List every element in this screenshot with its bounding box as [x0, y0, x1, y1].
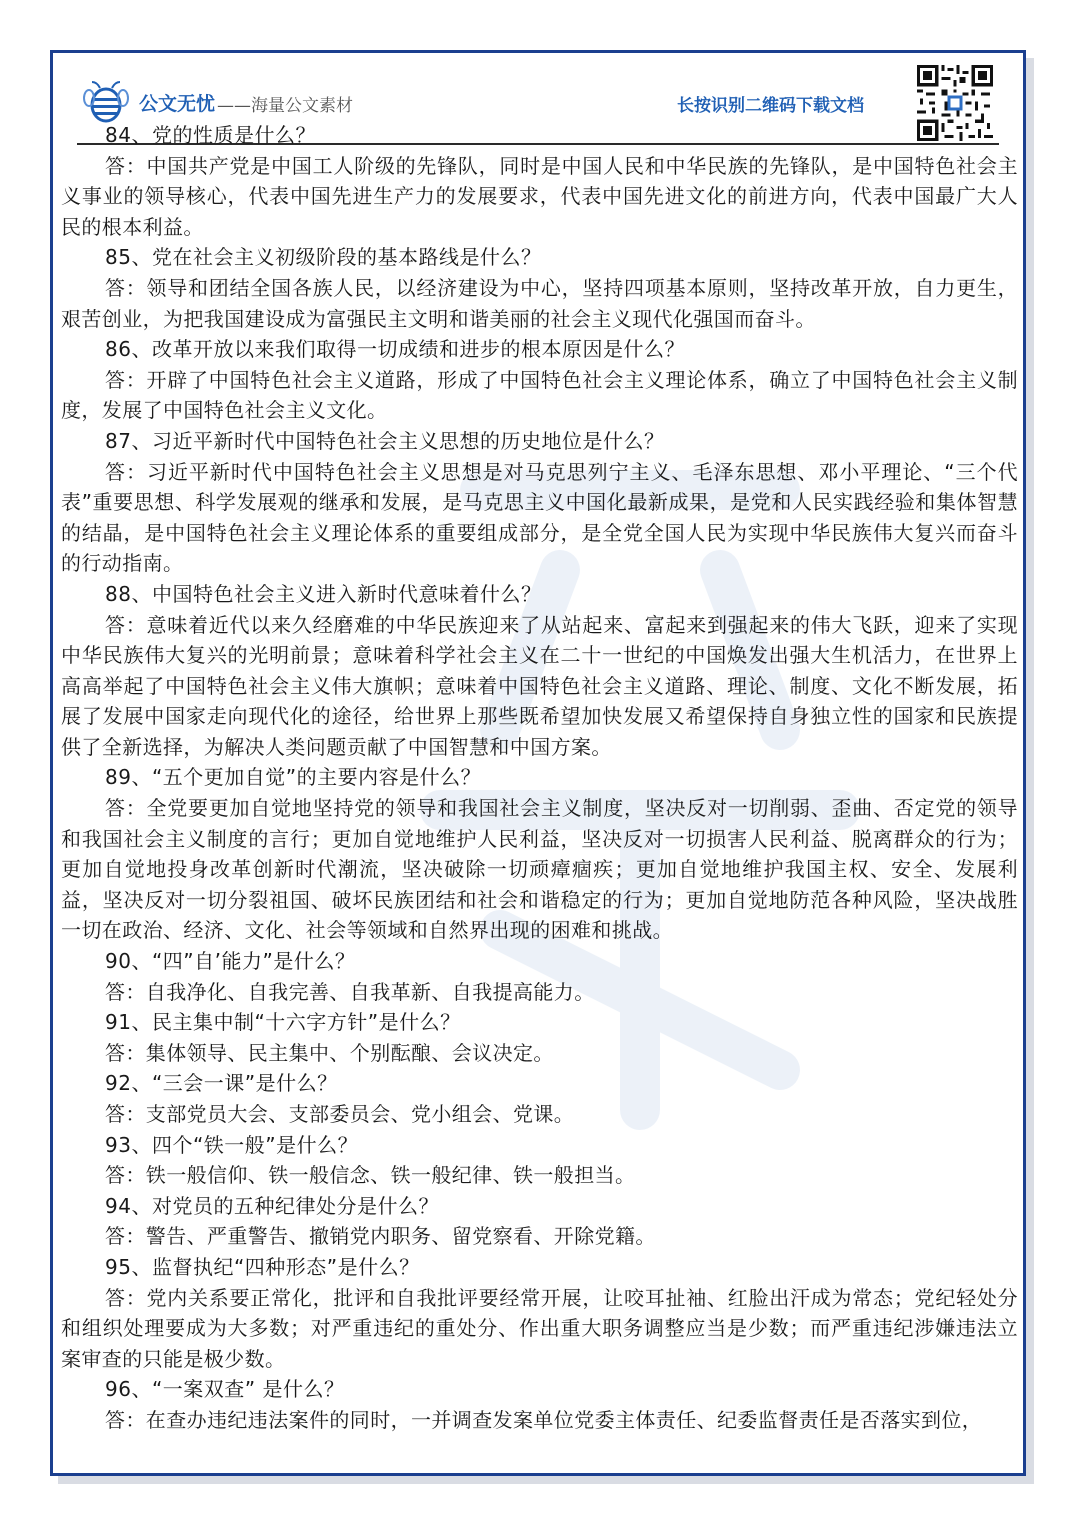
qr-download-hint: 长按识别二维码下载文档 — [677, 96, 864, 116]
answer-text: 答：意味着近代以来久经磨难的中华民族迎来了从站起来、富起来到强起来的伟大飞跃，迎来了实现中华民族伟大复兴的光明前景；意味着科学社会主义在二十一世纪的中国焕发出强大生机活力，在世界上高高举起了中国特色社会主义伟大旗帜；意味着中国特色社会主义道路、理论、制度、文化不断发展，拓展了发展中国家走向现代化的途径，给世界上那些既希望加快发展又希望保持自身独立性的国家和民族提供了全新选择，为解决人类问题贡献了中国智慧和中国方案。 — [61, 612, 1018, 759]
question-text: 95、监督执纪“四种形态”是什么？ — [105, 1254, 420, 1279]
answer-text: 答：集体领导、民主集中、个别酝酿、会议决定。 — [105, 1040, 554, 1065]
question-text: 86、改革开放以来我们取得一切成绩和进步的根本原因是什么？ — [105, 337, 685, 362]
answer-text: 答：全党要更加自觉地坚持党的领导和我国社会主义制度，坚决反对一切削弱、歪曲、否定党的领导和我国社会主义制度的言行；更加自觉地维护人民利益，坚决反对一切损害人民利益、脱离群众的行为；更加自觉地投身改革创新时代潮流，坚决破除一切顽瘴痼疾；更加自觉地维护我国主权、安全、发展利益，坚决反对一切分裂祖国、破坏民族团结和社会和谐稳定的行为；更加自觉地防范各种风险，坚决战胜一切在政治、经济、文化、社会等领域和自然界出现的困难和挑战。 — [61, 796, 1018, 943]
question-text: 91、民主集中制“十六字方针”是什么？ — [105, 1010, 461, 1035]
qa-list — [0, 120, 1080, 1436]
question-text: 85、党在社会主义初级阶段的基本路线是什么？ — [105, 245, 542, 270]
brand-name: 公文无忧 — [139, 93, 216, 115]
question-text: 84、党的性质是什么？ — [105, 123, 316, 147]
answer-text: 答：在查办违纪违法案件的同时，一并调查发案单位党委主体责任、纪委监督责任是否落实到位， — [105, 1407, 983, 1432]
answer-text: 答：中国共产党是中国工人阶级的先锋队，同时是中国人民和中华民族的先锋队，是中国特色社会主义事业的领导核心，代表中国先进生产力的发展要求，代表中国先进文化的前进方向，代表中国最广大人民的根本利益。 — [61, 153, 1018, 239]
answer-text: 答：铁一般信仰、铁一般信念、铁一般纪律、铁一般担当。 — [105, 1163, 636, 1188]
answer-text: 答：自我净化、自我完善、自我革新、自我提高能力。 — [105, 979, 595, 1004]
question-text: 87、习近平新时代中国特色社会主义思想的历史地位是什么？ — [105, 428, 665, 453]
question-text: 94、对党员的五种纪律处分是什么？ — [105, 1193, 439, 1218]
question-text: 89、“五个更加自觉”的主要内容是什么？ — [105, 765, 482, 790]
answer-text: 答：领导和团结全国各族人民，以经济建设为中心，坚持四项基本原则，坚持改革开放，自力更生，艰苦创业，为把我国建设成为富强民主文明和谐美丽的社会主义现代化强国而奋斗。 — [61, 275, 1018, 331]
answer-text: 答：习近平新时代中国特色社会主义思想是对马克思列宁主义、毛泽东思想、邓小平理论、“三个代表”重要思想、科学发展观的继承和发展，是马克思主义中国化最新成果，是党和人民实践经验和集体智慧的结晶，是中国特色社会主义理论体系的重要组成部分，是全党全国人民为实现中华民族伟大复兴而奋斗的行动指南。 — [61, 459, 1018, 576]
answer-text: 答：党内关系要正常化，批评和自我批评要经常开展，让咬耳扯袖、红脸出汗成为常态；党纪轻处分和组织处理要成为大多数；对严重违纪的重处分、作出重大职务调整应当是少数；而严重违纪涉嫌违法立案审查的只能是极少数。 — [61, 1285, 1018, 1371]
answer-text: 答：开辟了中国特色社会主义道路，形成了中国特色社会主义理论体系，确立了中国特色社会主义制度，发展了中国特色社会主义文化。 — [61, 367, 1018, 423]
question-text: 96、“一案双查” 是什么？ — [105, 1377, 345, 1402]
answer-text: 答：警告、严重警告、撤销党内职务、留党察看、开除党籍。 — [105, 1224, 656, 1249]
question-text: 92、“三会一课”是什么？ — [105, 1071, 338, 1096]
question-text: 90、“四”自’能力”是什么？ — [105, 949, 356, 974]
answer-text: 答：支部党员大会、支部委员会、党小组会、党课。 — [105, 1102, 575, 1126]
brand-slogan: ——海量公文素材 — [217, 96, 353, 116]
question-text: 88、中国特色社会主义进入新时代意味着什么？ — [105, 581, 542, 606]
question-text: 93、四个“铁一般”是什么？ — [105, 1132, 359, 1157]
bee-logo-icon — [83, 78, 129, 124]
